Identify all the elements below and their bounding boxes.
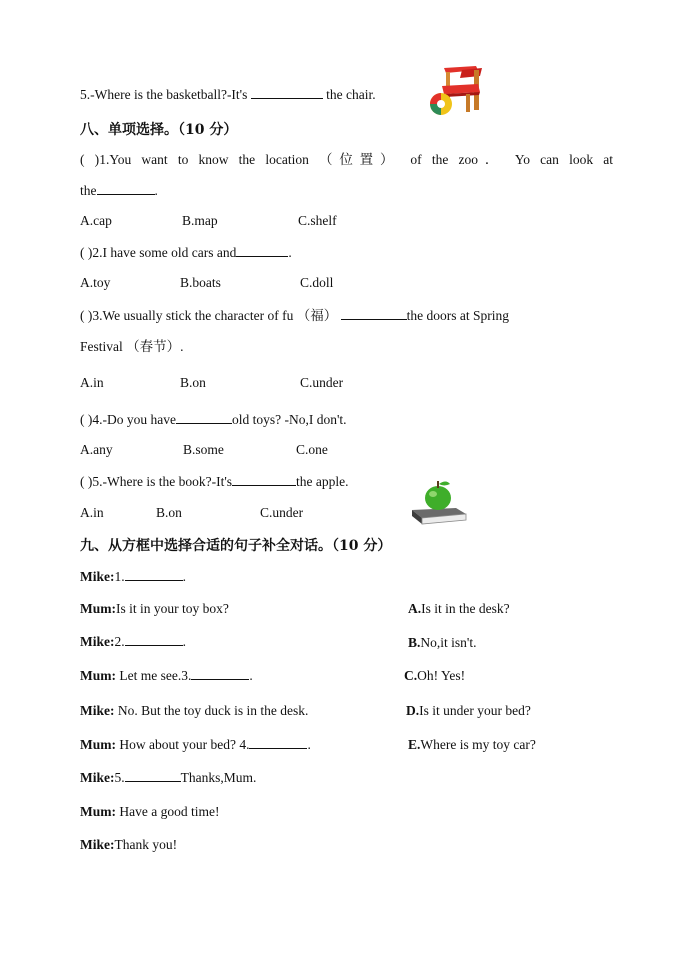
- question-line: Festival （春节）.: [80, 339, 184, 354]
- dialogue-line: Mike: No. But the toy duck is in the desk.: [80, 703, 309, 718]
- option-a[interactable]: A.in: [80, 505, 104, 520]
- dialogue-line: Mike:Thank you!: [80, 837, 178, 852]
- dialogue-line: Mike:2. .: [80, 634, 186, 649]
- option-b[interactable]: B.on: [180, 375, 206, 390]
- dialogue-line: Mum: Let me see.3. .: [80, 668, 253, 683]
- answer-blank[interactable]: [97, 182, 155, 195]
- dialogue-line: Mum: Have a good time!: [80, 804, 220, 819]
- option-c[interactable]: C.shelf: [298, 213, 337, 228]
- option-b[interactable]: B.boats: [180, 275, 221, 290]
- answer-blank[interactable]: [176, 411, 232, 424]
- answer-blank[interactable]: [341, 307, 407, 320]
- choice-e[interactable]: E.Where is my toy car?: [408, 737, 536, 752]
- chair-ball-illustration: [424, 64, 486, 118]
- answer-blank[interactable]: [125, 769, 181, 782]
- choice-b[interactable]: B.No,it isn't.: [408, 635, 477, 650]
- answer-blank[interactable]: [236, 244, 288, 257]
- option-c[interactable]: C.under: [260, 505, 304, 520]
- question-line: 5.-Where is the basketball?-It's the chair.: [80, 87, 376, 102]
- choice-a[interactable]: A.Is it in the desk?: [408, 601, 510, 616]
- question-line: ( )4.-Do you have old toys? -No,I don't.: [80, 412, 347, 427]
- answer-blank[interactable]: [249, 736, 307, 749]
- option-a[interactable]: A.cap: [80, 213, 112, 228]
- answer-blank[interactable]: [125, 633, 183, 646]
- answer-blank[interactable]: [232, 473, 296, 486]
- choice-c[interactable]: C.Oh! Yes!: [404, 668, 466, 683]
- dialogue-line: Mum:Is it in your toy box?: [80, 601, 229, 616]
- question-line: ( )3.We usually stick the character of fu （福） the doors at Spring: [80, 308, 509, 323]
- choice-d[interactable]: D.Is it under your bed?: [406, 703, 531, 718]
- option-c[interactable]: C.under: [300, 375, 344, 390]
- option-b[interactable]: B.on: [156, 505, 182, 520]
- section-title: 九、从方框中选择合适的句子补全对话。（10 分）: [80, 538, 392, 554]
- answer-blank[interactable]: [251, 86, 323, 99]
- option-a[interactable]: A.in: [80, 375, 104, 390]
- answer-blank[interactable]: [191, 667, 249, 680]
- dialogue-line: Mike:5. Thanks,Mum.: [80, 770, 257, 785]
- option-a[interactable]: A.any: [80, 442, 113, 457]
- answer-blank[interactable]: [125, 568, 183, 581]
- option-b[interactable]: B.map: [182, 213, 218, 228]
- section-title: 八、单项选择。（10 分）: [80, 122, 238, 138]
- question-line: ( )5.-Where is the book?-It's the apple.: [80, 474, 349, 489]
- apple-on-book-illustration: [408, 478, 470, 526]
- option-b[interactable]: B.some: [183, 442, 224, 457]
- option-a[interactable]: A.toy: [80, 275, 111, 290]
- question-line: ( )1.You want to know the location （位置） of the zoo． Yo can look at: [80, 152, 613, 167]
- option-c[interactable]: C.one: [296, 442, 328, 457]
- dialogue-line: Mike:1. .: [80, 569, 186, 584]
- question-line: ( )2.I have some old cars and .: [80, 245, 292, 260]
- question-line: the .: [80, 183, 158, 198]
- dialogue-line: Mum: How about your bed? 4. .: [80, 737, 311, 752]
- option-c[interactable]: C.doll: [300, 275, 334, 290]
